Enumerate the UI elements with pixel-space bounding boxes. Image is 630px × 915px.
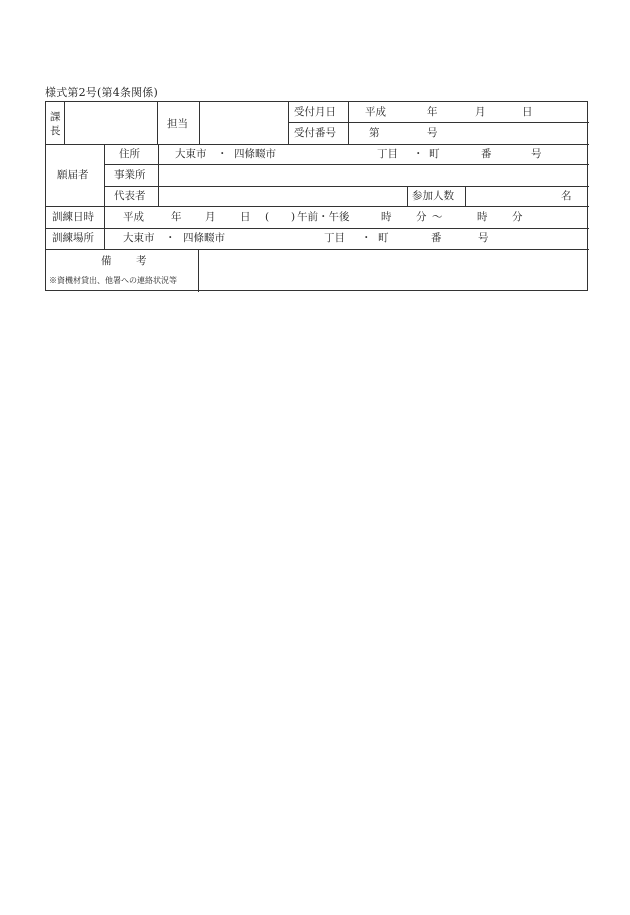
- number-suffix: 号: [427, 127, 438, 139]
- era-label: 平成: [123, 211, 144, 223]
- day-label: 日: [240, 211, 251, 223]
- city-label: 大東市: [123, 232, 155, 244]
- participants-field[interactable]: [466, 187, 589, 206]
- application-form-table: [45, 101, 588, 291]
- hour-label: 時: [381, 211, 392, 223]
- minute-label: 分: [416, 211, 427, 223]
- minute-label: 分: [512, 211, 523, 223]
- city-label: 大東市: [175, 148, 207, 160]
- section-chief-label: 課: [50, 111, 61, 123]
- participants-unit: 名: [561, 190, 572, 202]
- address-field[interactable]: [159, 145, 589, 164]
- staff-stamp-box[interactable]: [200, 102, 288, 144]
- col-divider: [407, 186, 408, 206]
- separator-dot: ・: [413, 148, 424, 160]
- month-label: 月: [475, 106, 486, 118]
- applicant-label: 願届者: [57, 169, 89, 181]
- remarks-note: ※資機材貸出、他署への連絡状況等: [49, 276, 177, 285]
- range-tilde: ～: [432, 211, 443, 223]
- remarks-label: 備: [101, 255, 112, 267]
- town-label: 四條畷市: [183, 232, 225, 244]
- office-label: 事業所: [114, 169, 146, 181]
- separator-dot: ・: [361, 232, 372, 244]
- ban-label: 番: [481, 148, 492, 160]
- number-prefix: 第: [369, 127, 380, 139]
- representative-field[interactable]: [159, 187, 407, 206]
- era-label: 平成: [365, 106, 386, 118]
- machi-label: 町: [429, 148, 440, 160]
- training-place-field[interactable]: [105, 229, 589, 249]
- month-label: 月: [205, 211, 216, 223]
- section-chief-stamp-box[interactable]: [65, 102, 157, 144]
- training-datetime-label: 訓練日時: [52, 211, 94, 223]
- reception-date-label: 受付月日: [294, 106, 336, 118]
- machi-label: 町: [378, 232, 389, 244]
- staff-label: 担当: [167, 118, 188, 130]
- remarks-field[interactable]: [199, 250, 589, 292]
- section-chief-label: 長: [50, 125, 61, 137]
- col-divider: [157, 102, 158, 144]
- town-label: 四條畷市: [234, 148, 276, 160]
- am-pm-label: 午前・午後: [297, 211, 350, 223]
- ban-label: 番: [431, 232, 442, 244]
- representative-label: 代表者: [114, 190, 146, 202]
- paren-close: ): [291, 211, 296, 223]
- chome-label: 丁目: [324, 232, 345, 244]
- separator-dot: ・: [217, 148, 228, 160]
- training-datetime-field[interactable]: [105, 207, 589, 228]
- col-divider: [288, 102, 289, 144]
- reception-number-field[interactable]: [349, 123, 589, 144]
- office-field[interactable]: [159, 165, 589, 186]
- paren-open: (: [265, 211, 270, 223]
- year-label: 年: [171, 211, 182, 223]
- go-label: 号: [531, 148, 542, 160]
- hour-label: 時: [477, 211, 488, 223]
- separator-dot: ・: [165, 232, 176, 244]
- year-label: 年: [427, 106, 438, 118]
- remarks-label: 考: [136, 255, 147, 267]
- chome-label: 丁目: [377, 148, 398, 160]
- training-place-label: 訓練場所: [52, 232, 94, 244]
- address-label: 住所: [119, 148, 140, 160]
- go-label: 号: [478, 232, 489, 244]
- reception-number-label: 受付番号: [294, 127, 336, 139]
- participants-label: 参加人数: [412, 190, 454, 202]
- form-title: 様式第2号(第4条関係): [45, 86, 158, 99]
- day-label: 日: [522, 106, 533, 118]
- reception-date-field[interactable]: [349, 102, 589, 122]
